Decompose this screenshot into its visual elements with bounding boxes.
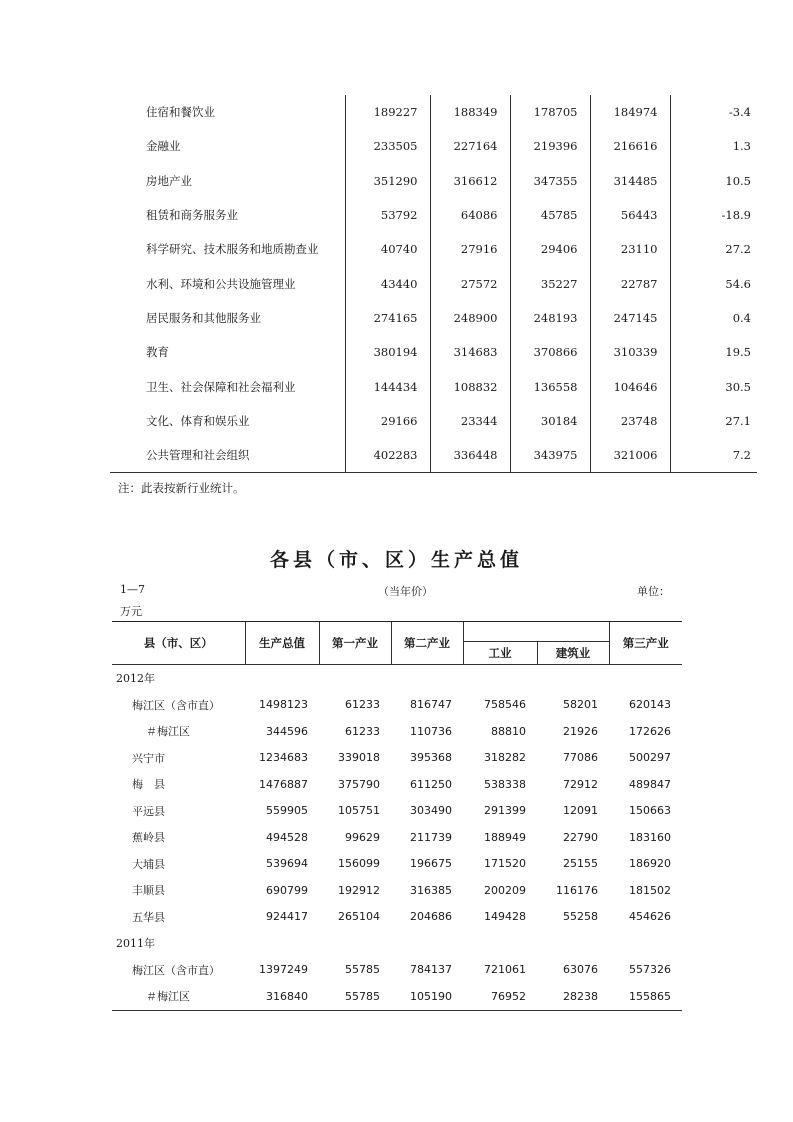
value-cell: 219396 <box>510 129 590 163</box>
table-row <box>112 771 682 798</box>
value-cell: 265104 <box>338 910 380 924</box>
value-cell: 29406 <box>510 232 590 266</box>
value-cell: 343975 <box>510 438 590 473</box>
industry-name: 租赁和商务服务业 <box>146 208 238 223</box>
industry-name: 住宿和餐饮业 <box>146 105 215 120</box>
value-cell: 10.5 <box>670 164 757 198</box>
value-cell: 211739 <box>410 830 452 844</box>
value-cell: 539694 <box>266 857 308 871</box>
table-row <box>112 692 682 719</box>
value-cell: 380194 <box>345 335 430 369</box>
value-cell: 61233 <box>345 724 380 738</box>
value-cell: 196675 <box>410 857 452 871</box>
value-cell: 721061 <box>484 963 526 977</box>
value-cell: 30184 <box>510 404 590 438</box>
value-cell: 784137 <box>410 963 452 977</box>
value-cell: 321006 <box>590 438 670 473</box>
value-cell: 559905 <box>266 804 308 818</box>
county-name: 梅 县 <box>132 778 165 792</box>
header-tertiary: 第三产业 <box>609 622 682 665</box>
value-cell: 30.5 <box>670 369 757 403</box>
value-cell: 28238 <box>537 983 609 1010</box>
value-cell: 184974 <box>590 95 670 129</box>
value-cell: 55785 <box>345 963 380 977</box>
value-cell: 318282 <box>484 751 526 765</box>
value-cell: 189227 <box>345 95 430 129</box>
value-cell: 40740 <box>345 232 430 266</box>
table-row <box>110 266 757 300</box>
value-cell: 344596 <box>266 724 308 738</box>
table-row <box>110 335 757 369</box>
table-row <box>110 95 757 129</box>
table-row <box>112 718 682 745</box>
county-name: 大埔县 <box>132 857 165 871</box>
value-cell: 200209 <box>484 883 526 897</box>
value-cell: 43440 <box>345 266 430 300</box>
year-label: 2011年 <box>116 937 155 951</box>
value-cell: 310339 <box>590 335 670 369</box>
table-row <box>112 957 682 984</box>
value-cell: 156099 <box>338 857 380 871</box>
table-row <box>112 745 682 772</box>
header-county: 县（市、区） <box>112 622 245 665</box>
value-cell: 110736 <box>410 724 452 738</box>
value-cell: 316840 <box>245 983 319 1010</box>
table-number: 1—7 <box>120 583 145 596</box>
value-cell: 53792 <box>345 198 430 232</box>
table-row <box>112 851 682 878</box>
value-cell: 0.4 <box>670 301 757 335</box>
value-cell: 63076 <box>563 963 598 977</box>
value-cell: 55785 <box>319 983 391 1010</box>
value-cell: 72912 <box>563 777 598 791</box>
value-cell: 76952 <box>463 983 537 1010</box>
header-construction: 建筑业 <box>537 642 609 665</box>
value-cell: 55258 <box>563 910 598 924</box>
value-cell: 620143 <box>629 698 671 712</box>
value-cell: 489847 <box>629 777 671 791</box>
industry-name: 水利、环境和公共设施管理业 <box>146 276 296 291</box>
value-cell: 351290 <box>345 164 430 198</box>
header-secondary-group <box>463 622 609 642</box>
county-gdp-table <box>112 621 682 1011</box>
unit-label: 单位： <box>637 585 670 598</box>
table-note: 注：此表按新行业统计。 <box>118 481 245 495</box>
value-cell: 27572 <box>430 266 510 300</box>
industry-name: 金融业 <box>146 139 181 154</box>
header-gdp: 生产总值 <box>245 622 319 665</box>
county-name: 兴宁市 <box>132 751 165 765</box>
table-row <box>110 438 757 473</box>
value-cell: 248900 <box>430 301 510 335</box>
value-cell: 172626 <box>629 724 671 738</box>
value-cell: 402283 <box>345 438 430 473</box>
value-cell: 1476887 <box>259 777 308 791</box>
industry-name: 房地产业 <box>146 173 192 188</box>
value-cell: 22790 <box>563 830 598 844</box>
value-cell: 27.2 <box>670 232 757 266</box>
table-row <box>112 904 682 931</box>
industry-name: 居民服务和其他服务业 <box>146 310 261 325</box>
value-cell: 303490 <box>410 804 452 818</box>
value-cell: 27916 <box>430 232 510 266</box>
table-row <box>112 983 682 1010</box>
table-row <box>112 798 682 825</box>
value-cell: 35227 <box>510 266 590 300</box>
value-cell: 77086 <box>563 751 598 765</box>
price-note: （当年价） <box>378 585 433 598</box>
value-cell: 248193 <box>510 301 590 335</box>
value-cell: 274165 <box>345 301 430 335</box>
value-cell: 370866 <box>510 335 590 369</box>
value-cell: 23748 <box>590 404 670 438</box>
county-name: 梅江区（含市直） <box>132 963 220 977</box>
value-cell: 150663 <box>629 804 671 818</box>
value-cell: 7.2 <box>670 438 757 473</box>
value-cell: 233505 <box>345 129 430 163</box>
industry-name: 公共管理和社会组织 <box>110 438 345 473</box>
value-cell: 181502 <box>629 883 671 897</box>
industry-name: 文化、体育和娱乐业 <box>146 413 250 428</box>
value-cell: 247145 <box>590 301 670 335</box>
value-cell: 54.6 <box>670 266 757 300</box>
unit-value: 万元 <box>120 605 142 618</box>
county-name: ＃梅江区 <box>146 725 190 739</box>
value-cell: 1.3 <box>670 129 757 163</box>
value-cell: 104646 <box>590 369 670 403</box>
value-cell: 924417 <box>266 910 308 924</box>
value-cell: 105751 <box>338 804 380 818</box>
table-row <box>110 198 757 232</box>
table-row <box>112 824 682 851</box>
value-cell: 454626 <box>629 910 671 924</box>
industry-table-body <box>110 95 757 473</box>
value-cell: 88810 <box>491 724 526 738</box>
value-cell: 61233 <box>345 698 380 712</box>
section-title: 各县（市、区）生产总值 <box>269 549 523 571</box>
county-name: 丰顺县 <box>132 884 165 898</box>
value-cell: 23344 <box>430 404 510 438</box>
county-name: 蕉岭县 <box>132 831 165 845</box>
value-cell: 12091 <box>563 804 598 818</box>
header-primary: 第一产业 <box>319 622 391 665</box>
value-cell: 29166 <box>345 404 430 438</box>
value-cell: 149428 <box>484 910 526 924</box>
value-cell: 500297 <box>629 751 671 765</box>
value-cell: 64086 <box>430 198 510 232</box>
value-cell: 178705 <box>510 95 590 129</box>
value-cell: 105190 <box>391 983 463 1010</box>
value-cell: 316385 <box>410 883 452 897</box>
value-cell: 227164 <box>430 129 510 163</box>
county-gdp-table-body <box>112 665 682 1011</box>
value-cell: 188349 <box>430 95 510 129</box>
header-secondary: 第二产业 <box>391 622 463 665</box>
value-cell: 192912 <box>338 883 380 897</box>
header-industry: 工业 <box>463 642 537 665</box>
value-cell: 375790 <box>338 777 380 791</box>
value-cell: 204686 <box>410 910 452 924</box>
value-cell: 690799 <box>266 883 308 897</box>
value-cell: 1498123 <box>259 698 308 712</box>
industry-name: 科学研究、技术服务和地质勘查业 <box>146 242 319 257</box>
industry-table <box>110 95 757 473</box>
value-cell: 27.1 <box>670 404 757 438</box>
value-cell: 494528 <box>266 830 308 844</box>
value-cell: 116176 <box>556 883 598 897</box>
value-cell: 108832 <box>430 369 510 403</box>
value-cell: 1397249 <box>259 963 308 977</box>
value-cell: 1234683 <box>259 751 308 765</box>
value-cell: 144434 <box>345 369 430 403</box>
table-row <box>110 232 757 266</box>
value-cell: 99629 <box>345 830 380 844</box>
industry-name: 教育 <box>146 345 169 360</box>
value-cell: 216616 <box>590 129 670 163</box>
value-cell: 155865 <box>609 983 682 1010</box>
value-cell: -3.4 <box>670 95 757 129</box>
industry-name: 卫生、社会保障和社会福利业 <box>146 379 296 394</box>
value-cell: 557326 <box>629 963 671 977</box>
value-cell: 336448 <box>430 438 510 473</box>
table-row <box>112 877 682 904</box>
year-row <box>112 930 682 957</box>
table-row <box>110 164 757 198</box>
table-row <box>110 369 757 403</box>
value-cell: 291399 <box>484 804 526 818</box>
value-cell: 136558 <box>510 369 590 403</box>
value-cell: 19.5 <box>670 335 757 369</box>
value-cell: 339018 <box>338 751 380 765</box>
value-cell: 186920 <box>629 857 671 871</box>
county-name: 五华县 <box>132 910 165 924</box>
county-name: 梅江区（含市直） <box>132 698 220 712</box>
value-cell: 816747 <box>410 698 452 712</box>
value-cell: 58201 <box>563 698 598 712</box>
value-cell: 758546 <box>484 698 526 712</box>
value-cell: 314485 <box>590 164 670 198</box>
value-cell: 23110 <box>590 232 670 266</box>
value-cell: 56443 <box>590 198 670 232</box>
value-cell: 21926 <box>563 724 598 738</box>
value-cell: 25155 <box>563 857 598 871</box>
value-cell: 183160 <box>629 830 671 844</box>
value-cell: -18.9 <box>670 198 757 232</box>
value-cell: 188949 <box>484 830 526 844</box>
value-cell: 314683 <box>430 335 510 369</box>
value-cell: 316612 <box>430 164 510 198</box>
value-cell: 395368 <box>410 751 452 765</box>
table-row <box>110 129 757 163</box>
value-cell: 45785 <box>510 198 590 232</box>
county-name: 平远县 <box>132 804 165 818</box>
value-cell: 611250 <box>410 777 452 791</box>
year-label: 2012年 <box>116 672 155 686</box>
year-row <box>112 665 682 692</box>
value-cell: 171520 <box>484 857 526 871</box>
table-row <box>110 404 757 438</box>
county-name: ＃梅江区 <box>112 983 245 1010</box>
value-cell: 22787 <box>590 266 670 300</box>
value-cell: 538338 <box>484 777 526 791</box>
table-row <box>110 301 757 335</box>
value-cell: 347355 <box>510 164 590 198</box>
